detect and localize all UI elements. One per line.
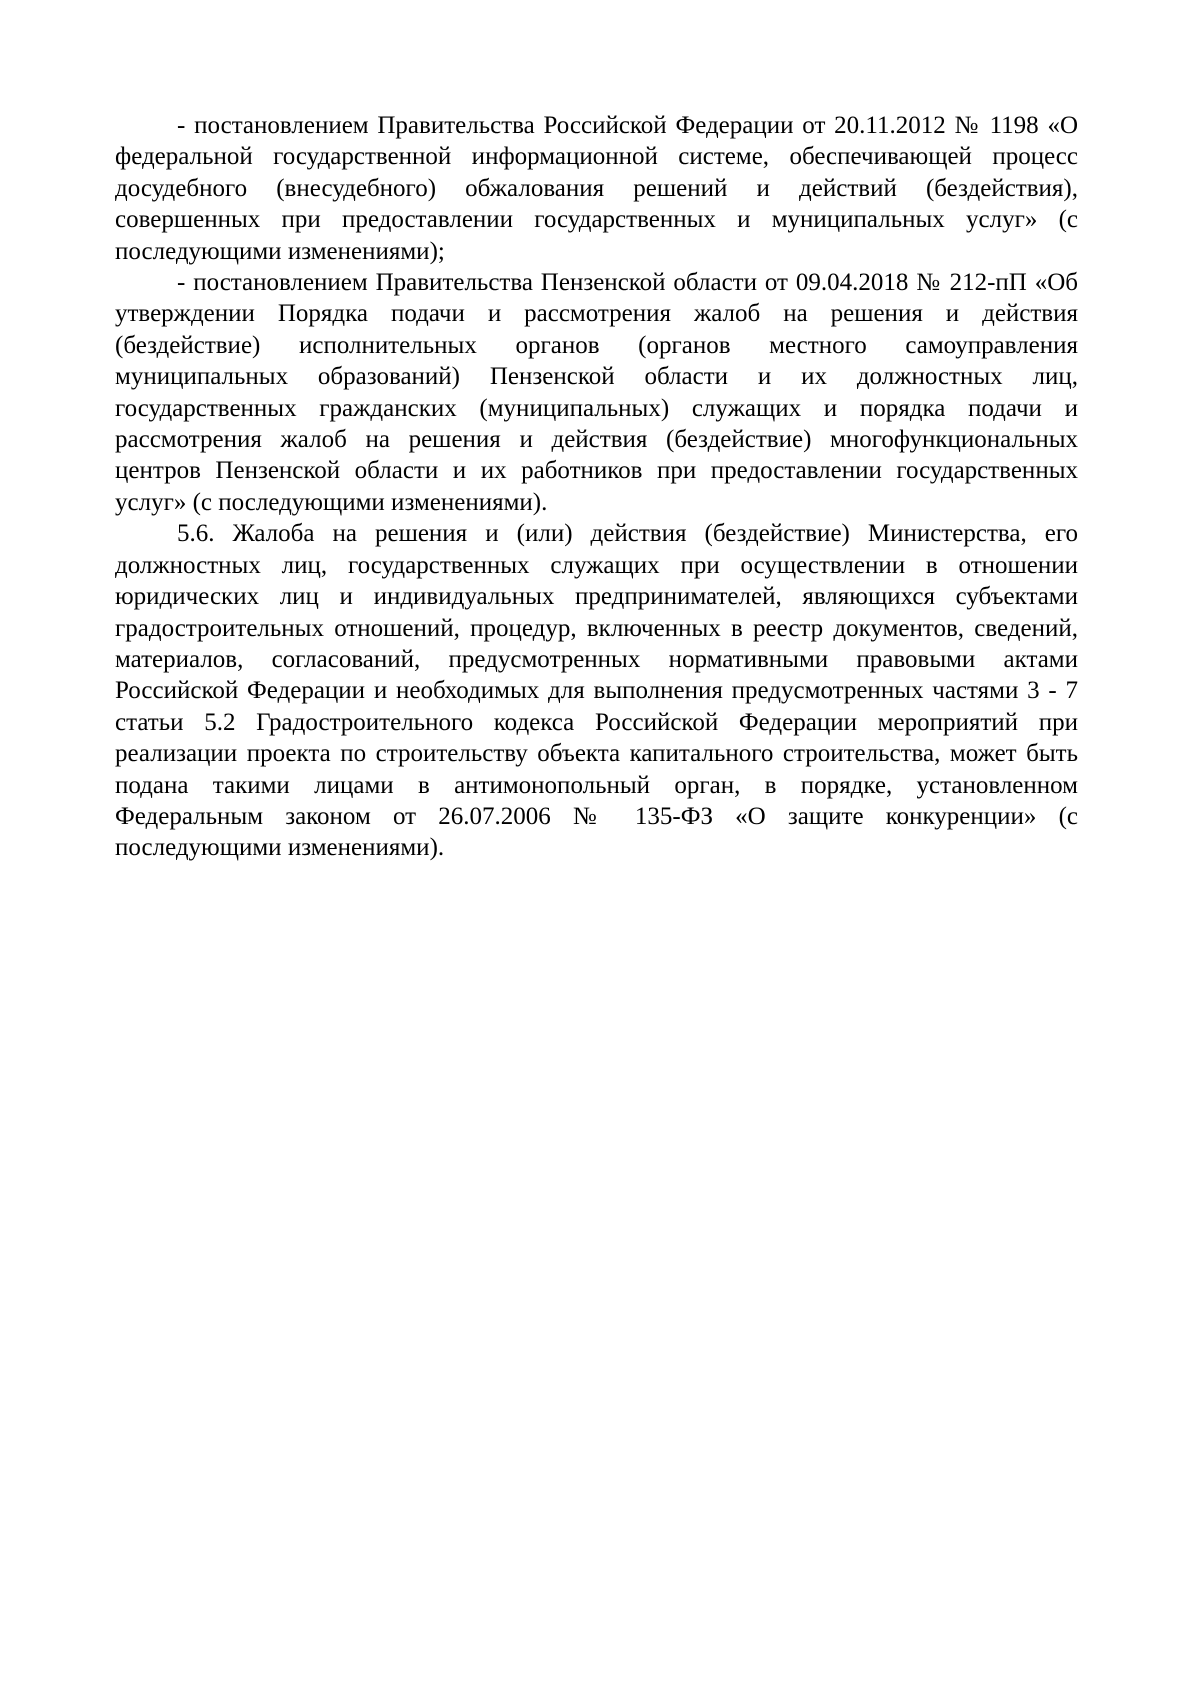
- document-body: [115, 110, 1078, 864]
- paragraph-5-6: 5.6. Жалоба на решения и (или) действия (бездействие) Министерства, его должностных лиц, государственных служащих при осуществлении в отношении юридических лиц и индивидуальных предпринимателей, являющихся субъектами градостроительных отношений, процедур, включенных в реестр документов, сведений, материалов, согласований, предусмотренных нормативными правовыми актами Российской Федерации и необходимых для выполнения предусмотренных частями 3 - 7 статьи 5.2 Градостроительного кодекса Российской Федерации мероприятий при реализации проекта по строительству объекта капитального строительства, может быть подана такими лицами в антимонопольный орган, в порядке, установленном Федеральным законом от 26.07.2006 № 135-ФЗ «О защите конкуренции» (с последующими изменениями).: [115, 520, 1078, 862]
- paragraph-decree-federal: - постановлением Правительства Российской Федерации от 20.11.2012 № 1198 «О федеральной государственной информационной системе, обеспечивающей процесс досудебного (внесудебного) обжалования решений и действий (бездействия), совершенных при предоставлении государственных и муниципальных услуг» (с последующими изменениями);: [115, 112, 1078, 265]
- paragraph-decree-penza: - постановлением Правительства Пензенской области от 09.04.2018 № 212-пП «Об утверждении Порядка подачи и рассмотрения жалоб на решения и действия (бездействие) исполнительных органов (органов местного самоуправления муниципальных образований) Пензенской области и их должностных лиц, государственных гражданских (муниципальных) служащих и порядка подачи и рассмотрения жалоб на решения и действия (бездействие) многофункциональных центров Пензенской области и их работников при предоставлении государственных услуг» (с последующими изменениями).: [115, 269, 1078, 516]
